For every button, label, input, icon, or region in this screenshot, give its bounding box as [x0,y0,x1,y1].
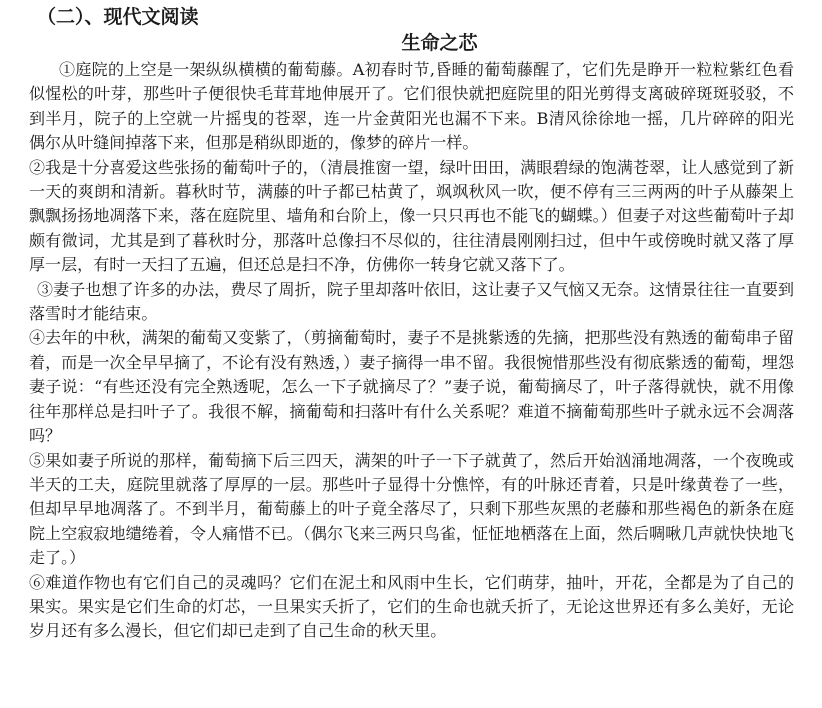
article-title: 生命之芯 [401,32,478,54]
paragraph-2: ②我是十分喜爱这些张扬的葡萄叶子的，（清晨推窗一望，绿叶田田，满眼碧绿的饱满苍翠，让人感觉到了新一天的爽朗和清新。暮秋时节，满藤的叶子都已枯黄了，飒飒秋风一吹，便不停有三三两两的叶子从藤架上飘飘扬扬地凋落下来，落在庭院里、墙角和台阶上，像一只只再也不能飞的蝴蝶。）但妻子对这些葡萄叶子却颇有微词，尤其是到了暮秋时分，那落叶总像扫不尽似的，往往清晨刚刚扫过，但中午或傍晚时就又落了厚厚一层，有时一天扫了五遍，但还总是扫不净，仿佛你一转身它就又落下了。 [29,157,794,275]
paragraph-1: ①庭院的上空是一架纵纵横横的葡萄藤。A初春时节,昏睡的葡萄藤醒了，它们先是睁开一粒粒紫红色看似惺松的叶芽，那些叶子便很快毛茸茸地伸展开了。它们很快就把庭院里的阳光剪得支离破碎斑斑驳驳，不到半月，院子的上空就一片摇曳的苍翠，连一片金黄阳光也漏不下来。B清风徐徐地一摇，几片碎碎的阳光偶尔从叶缝间掉落下来，但那是稍纵即逝的，像梦的碎片一样。 [29,60,794,153]
paragraph-3: ③妻子也想了许多的办法，费尽了周折，院子里却落叶依旧，这让妻子又气恼又无奈。这情景往往一直要到落雪时才能结束。 [29,279,794,324]
paragraph-5: ⑤果如妻子所说的那样，葡萄摘下后三四天，满架的叶子一下子就黄了，然后开始汹涌地凋落，一个夜晚或半天的工夫，庭院里就落了厚厚的一层。那些叶子显得十分憔悴，有的叶脉还青着，只是叶缘黄卷了一些，但却早早地凋落了。不到半月，葡萄藤上的叶子竟全落尽了，只剩下那些灰黑的老藤和那些褐色的新条在庭院上空寂寂地缱绻着，令人痛惜不已。（偶尔飞来三两只鸟雀，怔怔地栖落在上面，然后啁啾几声就快快地飞走了。） [29,450,794,568]
paragraph-6: ⑥难道作物也有它们自己的灵魂吗？它们在泥土和风雨中生长，它们萌芽，抽叶，开花，全都是为了自己的果实。果实是它们生命的灯芯，一旦果实夭折了，它们的生命也就夭折了，无论这世界还有多么美好，无论岁月还有多么漫长，但它们却已走到了自己生命的秋天里。 [29,572,794,641]
paragraph-4: ④去年的中秋，满架的葡萄又变紫了，（剪摘葡萄时，妻子不是挑紫透的先摘，把那些没有熟透的葡萄串子留着，而是一次全早早摘了，不论有没有熟透，）妻子摘得一串不留。我很惋惜那些没有彻底紫透的葡萄，埋怨妻子说：“有些还没有完全熟透呢，怎么一下子就摘尽了？”妻子说，葡萄摘尽了，叶子落得就快，就不用像往年那样总是扫叶子了。我很不解，摘葡萄和扫落叶有什么关系呢？难道不摘葡萄那些叶子就永远不会凋落吗？ [29,328,794,446]
section-heading: （二）、现代文阅读 [37,6,199,28]
